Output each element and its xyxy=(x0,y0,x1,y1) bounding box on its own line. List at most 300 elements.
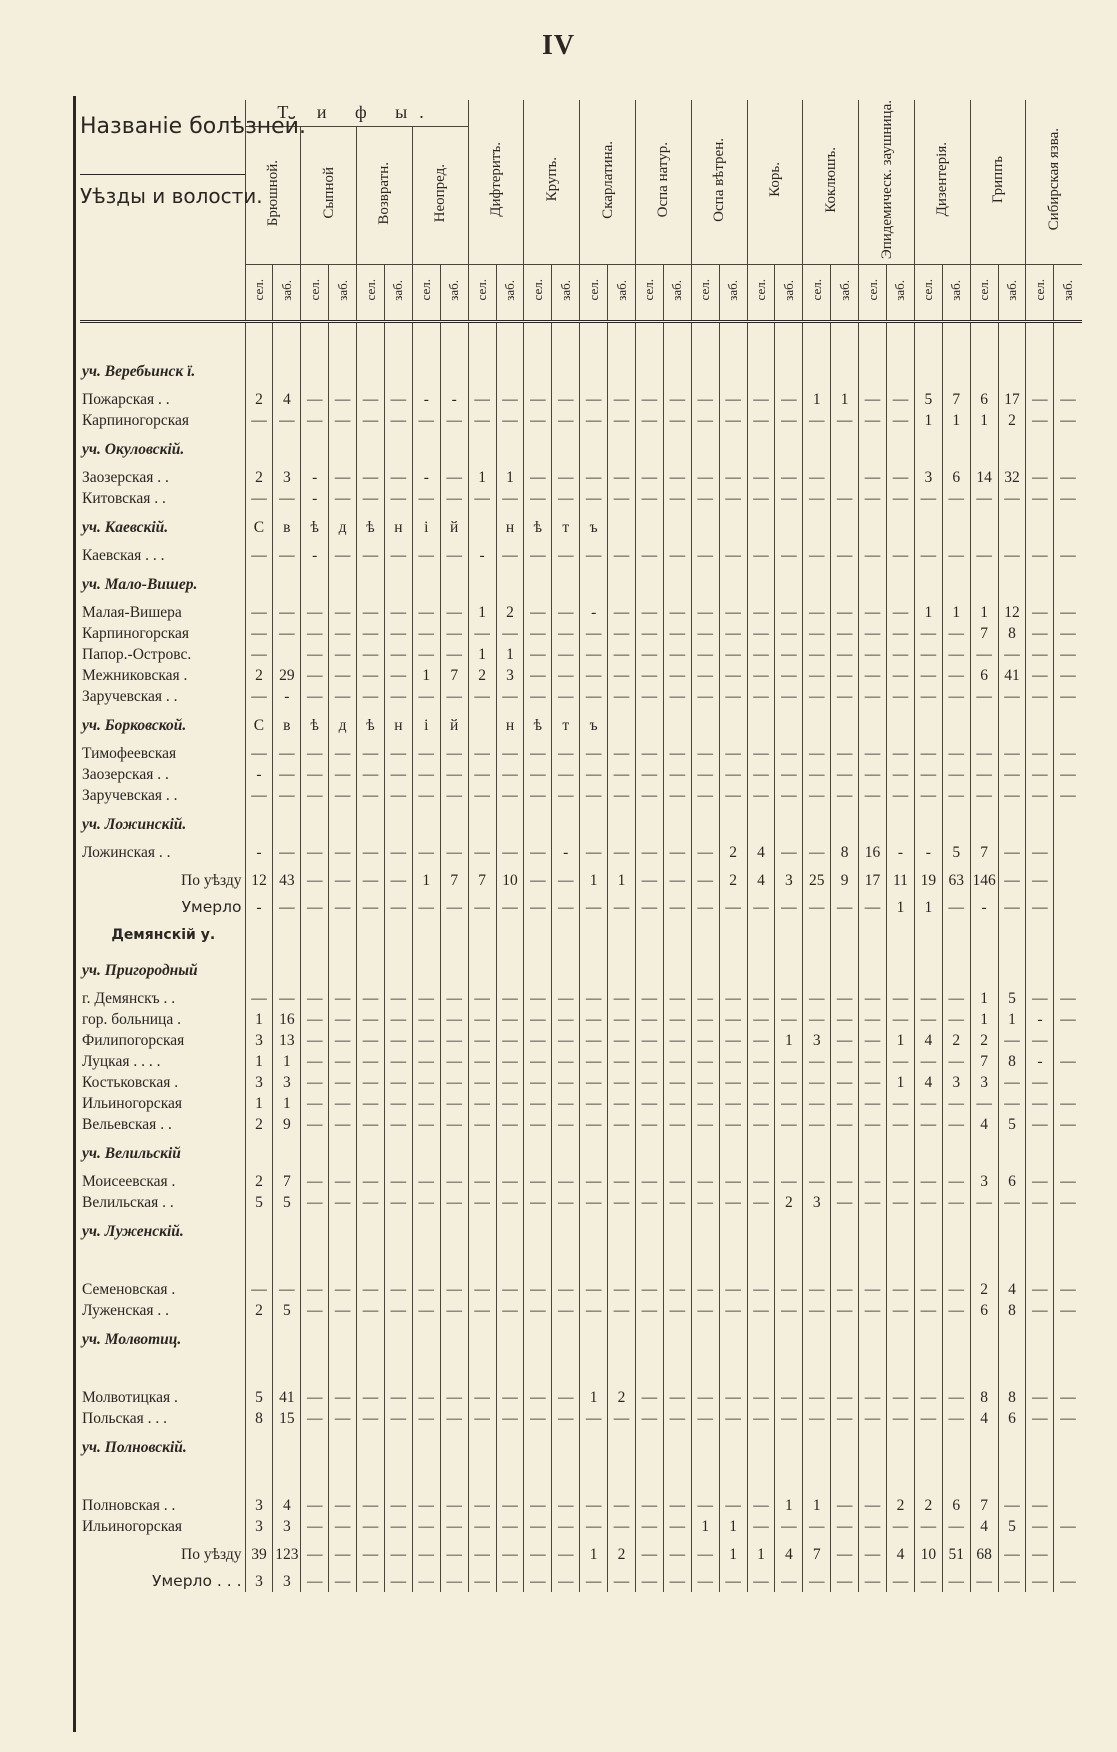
table-cell: — xyxy=(1026,1571,1054,1592)
table-cell: — xyxy=(412,623,440,644)
table-cell: — xyxy=(1054,545,1082,566)
row-name: Костьковская . xyxy=(82,1074,179,1092)
row-name: Велильская . . xyxy=(82,1194,174,1212)
table-cell: — xyxy=(468,842,496,863)
table-cell: 3 xyxy=(970,1072,998,1093)
table-cell xyxy=(1054,863,1082,897)
table-cell: — xyxy=(440,1300,468,1321)
table-cell: — xyxy=(887,1192,915,1213)
table-cell: — xyxy=(524,1114,552,1135)
table-cell: — xyxy=(496,764,524,785)
table-cell: — xyxy=(329,1171,357,1192)
table-cell xyxy=(691,918,719,952)
table-cell xyxy=(719,566,747,602)
table-cell xyxy=(1054,1249,1082,1279)
table-cell: — xyxy=(552,785,580,806)
table-cell: — xyxy=(496,1171,524,1192)
table-cell: — xyxy=(384,897,412,918)
table-cell xyxy=(329,566,357,602)
table-cell xyxy=(580,1249,608,1279)
table-cell: — xyxy=(608,644,636,665)
table-cell: — xyxy=(412,1495,440,1516)
table-cell: — xyxy=(1026,488,1054,509)
table-cell: 3 xyxy=(803,1192,831,1213)
table-cell xyxy=(1026,1213,1054,1249)
table-cell: — xyxy=(1054,467,1082,488)
table-cell xyxy=(245,918,273,952)
table-cell: - xyxy=(412,389,440,410)
table-cell: — xyxy=(552,545,580,566)
subcolumn-header xyxy=(1054,265,1082,322)
table-cell: — xyxy=(635,488,663,509)
row-name xyxy=(80,1249,245,1279)
table-cell: — xyxy=(887,1114,915,1135)
table-cell: — xyxy=(440,602,468,623)
subcolumn-header xyxy=(747,265,775,322)
table-cell: 5 xyxy=(998,1516,1026,1537)
table-cell: - xyxy=(273,686,301,707)
disease-header xyxy=(580,100,636,265)
table-cell: — xyxy=(775,842,803,863)
table-cell: 5 xyxy=(245,1192,273,1213)
table-cell: — xyxy=(719,1571,747,1592)
table-cell: 3 xyxy=(775,863,803,897)
table-cell: — xyxy=(691,545,719,566)
table-cell: — xyxy=(1026,686,1054,707)
table-cell: — xyxy=(775,488,803,509)
table-row-row xyxy=(80,1072,1082,1093)
table-row-row xyxy=(80,602,1082,623)
table-cell xyxy=(942,1429,970,1465)
table-cell: — xyxy=(942,644,970,665)
table-cell xyxy=(301,566,329,602)
table-cell: — xyxy=(301,988,329,1009)
table-cell: — xyxy=(329,467,357,488)
table-cell: — xyxy=(357,1072,385,1093)
table-row-row xyxy=(80,545,1082,566)
table-cell xyxy=(524,1213,552,1249)
table-cell: — xyxy=(1026,1072,1054,1093)
table-cell xyxy=(329,1135,357,1171)
table-cell: — xyxy=(803,602,831,623)
table-cell: — xyxy=(384,686,412,707)
table-cell xyxy=(245,806,273,842)
table-cell: 8 xyxy=(998,623,1026,644)
table-row-total xyxy=(80,863,1082,897)
table-cell: — xyxy=(608,488,636,509)
table-cell xyxy=(301,322,329,354)
table-cell xyxy=(942,707,970,743)
table-cell xyxy=(1026,1429,1054,1465)
table-cell: — xyxy=(831,602,859,623)
table-cell: — xyxy=(747,764,775,785)
row-name: Каевская . . . xyxy=(82,547,165,565)
table-cell: — xyxy=(301,623,329,644)
table-cell: — xyxy=(859,467,887,488)
table-cell: — xyxy=(245,488,273,509)
table-cell: — xyxy=(970,785,998,806)
table-cell: — xyxy=(831,1009,859,1030)
table-cell: — xyxy=(329,1192,357,1213)
table-cell xyxy=(1026,566,1054,602)
table-cell: — xyxy=(719,1192,747,1213)
table-cell xyxy=(468,1321,496,1357)
table-cell: — xyxy=(496,1571,524,1592)
row-name: Полновская . . xyxy=(82,1497,176,1515)
table-cell: — xyxy=(468,1300,496,1321)
table-cell xyxy=(440,1357,468,1387)
subcolumn-header xyxy=(942,265,970,322)
table-cell: 3 xyxy=(803,1030,831,1051)
table-cell: — xyxy=(468,686,496,707)
table-cell xyxy=(635,509,663,545)
table-cell: — xyxy=(775,686,803,707)
table-cell: — xyxy=(468,1009,496,1030)
table-cell xyxy=(775,1249,803,1279)
table-cell: 8 xyxy=(998,1051,1026,1072)
table-cell: — xyxy=(803,1387,831,1408)
table-cell: — xyxy=(747,467,775,488)
table-cell: — xyxy=(329,545,357,566)
table-cell: — xyxy=(384,1051,412,1072)
table-cell xyxy=(663,1357,691,1387)
table-cell: — xyxy=(552,1009,580,1030)
table-cell: — xyxy=(524,842,552,863)
table-cell: — xyxy=(440,1571,468,1592)
table-cell xyxy=(468,707,496,743)
table-cell: — xyxy=(580,686,608,707)
table-cell: 41 xyxy=(998,665,1026,686)
table-cell: — xyxy=(831,410,859,431)
table-cell: — xyxy=(775,410,803,431)
table-cell: 1 xyxy=(970,1009,998,1030)
table-cell: — xyxy=(663,644,691,665)
table-cell xyxy=(524,431,552,467)
table-cell: 5 xyxy=(942,842,970,863)
table-cell: — xyxy=(608,1571,636,1592)
table-cell: — xyxy=(384,1516,412,1537)
table-cell: — xyxy=(914,665,942,686)
table-cell: — xyxy=(384,1072,412,1093)
table-cell: — xyxy=(775,1516,803,1537)
row-name: Умерло xyxy=(181,898,242,917)
table-cell: — xyxy=(747,1571,775,1592)
table-cell: — xyxy=(1026,623,1054,644)
table-cell: — xyxy=(998,842,1026,863)
table-cell xyxy=(803,353,831,389)
table-cell xyxy=(887,707,915,743)
table-cell: — xyxy=(719,1387,747,1408)
table-cell: 1 xyxy=(914,897,942,918)
table-cell: — xyxy=(301,897,329,918)
table-cell xyxy=(831,566,859,602)
table-cell: — xyxy=(663,1516,691,1537)
table-cell xyxy=(412,431,440,467)
table-cell: — xyxy=(859,602,887,623)
table-cell: — xyxy=(524,1009,552,1030)
row-name: гор. больница . xyxy=(82,1011,181,1029)
table-cell xyxy=(887,952,915,988)
table-cell: 8 xyxy=(970,1387,998,1408)
table-cell xyxy=(608,1429,636,1465)
row-name: Моисеевская . xyxy=(82,1173,176,1191)
subcolumn-header xyxy=(301,265,329,322)
table-cell: — xyxy=(440,743,468,764)
table-cell: — xyxy=(691,389,719,410)
table-cell: — xyxy=(859,785,887,806)
table-cell: — xyxy=(580,1516,608,1537)
table-cell: — xyxy=(357,1408,385,1429)
table-cell xyxy=(273,644,301,665)
table-cell: — xyxy=(663,743,691,764)
table-cell xyxy=(719,707,747,743)
table-cell: і xyxy=(412,509,440,545)
table-cell: — xyxy=(914,1192,942,1213)
table-cell: 2 xyxy=(998,410,1026,431)
table-cell xyxy=(468,1135,496,1171)
table-cell: — xyxy=(859,389,887,410)
subcolumn-header xyxy=(803,265,831,322)
table-cell: — xyxy=(663,686,691,707)
table-cell xyxy=(245,1429,273,1465)
table-cell: — xyxy=(1054,1114,1082,1135)
disease-header xyxy=(747,100,803,265)
table-cell xyxy=(1054,1465,1082,1495)
table-cell: — xyxy=(691,1093,719,1114)
table-cell: - xyxy=(1026,1009,1054,1030)
table-cell: — xyxy=(552,1408,580,1429)
table-cell: — xyxy=(357,1192,385,1213)
table-cell: — xyxy=(831,1387,859,1408)
table-cell: — xyxy=(691,1009,719,1030)
table-cell: — xyxy=(942,764,970,785)
table-cell: — xyxy=(942,623,970,644)
table-cell xyxy=(440,1321,468,1357)
table-cell: — xyxy=(663,1300,691,1321)
table-cell xyxy=(719,918,747,952)
table-cell: — xyxy=(580,1300,608,1321)
table-cell: — xyxy=(608,988,636,1009)
table-cell: — xyxy=(329,1537,357,1571)
table-cell: — xyxy=(1026,863,1054,897)
table-cell: — xyxy=(412,644,440,665)
table-cell: — xyxy=(635,1571,663,1592)
subcolumn-header xyxy=(635,265,663,322)
table-cell xyxy=(1054,322,1082,354)
table-cell: — xyxy=(440,1030,468,1051)
table-cell xyxy=(970,707,998,743)
table-cell xyxy=(887,918,915,952)
table-cell xyxy=(998,1249,1026,1279)
table-cell: — xyxy=(803,1072,831,1093)
table-cell: — xyxy=(887,1300,915,1321)
table-cell: — xyxy=(998,1571,1026,1592)
table-cell: — xyxy=(803,743,831,764)
table-cell: — xyxy=(357,1537,385,1571)
table-cell xyxy=(552,1135,580,1171)
table-cell xyxy=(552,1249,580,1279)
table-cell: 68 xyxy=(970,1537,998,1571)
table-cell: — xyxy=(580,1495,608,1516)
table-cell xyxy=(719,431,747,467)
table-cell: — xyxy=(914,785,942,806)
table-cell: - xyxy=(301,488,329,509)
table-cell xyxy=(691,353,719,389)
table-cell: — xyxy=(524,1387,552,1408)
table-cell: — xyxy=(1054,1192,1082,1213)
table-cell: — xyxy=(301,1051,329,1072)
table-cell: — xyxy=(942,1387,970,1408)
table-cell xyxy=(412,1465,440,1495)
table-cell: — xyxy=(775,1408,803,1429)
table-cell: 4 xyxy=(887,1537,915,1571)
table-cell: — xyxy=(775,764,803,785)
table-cell: — xyxy=(803,785,831,806)
table-cell xyxy=(329,918,357,952)
subcolumn-header xyxy=(357,265,385,322)
table-cell: — xyxy=(635,863,663,897)
table-cell: — xyxy=(245,602,273,623)
table-cell: — xyxy=(608,1495,636,1516)
table-cell: — xyxy=(245,623,273,644)
table-cell: — xyxy=(663,842,691,863)
table-cell xyxy=(1026,1321,1054,1357)
table-cell: — xyxy=(608,1030,636,1051)
table-cell: — xyxy=(245,686,273,707)
table-cell xyxy=(775,566,803,602)
row-name xyxy=(80,322,245,354)
table-cell: — xyxy=(998,785,1026,806)
table-cell: С xyxy=(245,509,273,545)
table-cell: — xyxy=(887,488,915,509)
table-cell: — xyxy=(580,1093,608,1114)
table-cell: — xyxy=(914,1051,942,1072)
table-cell: - xyxy=(887,842,915,863)
table-cell: — xyxy=(329,988,357,1009)
table-cell: 2 xyxy=(775,1192,803,1213)
table-cell: — xyxy=(357,1279,385,1300)
table-cell xyxy=(914,1465,942,1495)
table-cell xyxy=(719,1429,747,1465)
table-cell: — xyxy=(663,988,691,1009)
table-cell xyxy=(859,1321,887,1357)
table-cell: — xyxy=(552,1030,580,1051)
table-cell xyxy=(1054,1357,1082,1387)
table-cell: — xyxy=(412,1387,440,1408)
table-cell: — xyxy=(552,743,580,764)
table-cell xyxy=(831,1429,859,1465)
table-cell: — xyxy=(608,623,636,644)
table-cell xyxy=(1054,1030,1082,1051)
table-cell xyxy=(357,1135,385,1171)
table-cell: — xyxy=(691,410,719,431)
table-cell: — xyxy=(440,686,468,707)
table-cell: — xyxy=(1054,743,1082,764)
table-cell: — xyxy=(635,1114,663,1135)
table-cell xyxy=(691,566,719,602)
table-cell xyxy=(831,918,859,952)
table-cell: 1 xyxy=(273,1051,301,1072)
table-cell xyxy=(970,509,998,545)
table-row-ucha xyxy=(80,1213,1082,1249)
table-cell: — xyxy=(663,1093,691,1114)
table-cell xyxy=(273,1249,301,1279)
table-cell: — xyxy=(970,1192,998,1213)
subcolumn-label: сел. xyxy=(641,279,657,301)
table-cell: — xyxy=(887,1387,915,1408)
table-cell: — xyxy=(468,1387,496,1408)
table-cell xyxy=(775,1429,803,1465)
table-cell xyxy=(775,707,803,743)
table-cell xyxy=(887,1249,915,1279)
table-cell: — xyxy=(942,1009,970,1030)
table-cell xyxy=(635,1213,663,1249)
table-cell: — xyxy=(552,623,580,644)
table-cell: — xyxy=(691,1537,719,1571)
table-cell: — xyxy=(887,988,915,1009)
table-cell: — xyxy=(245,545,273,566)
table-cell: — xyxy=(970,686,998,707)
table-cell: ѣ xyxy=(524,509,552,545)
table-cell: — xyxy=(887,545,915,566)
table-cell: — xyxy=(412,1051,440,1072)
table-row-row xyxy=(80,1516,1082,1537)
table-cell xyxy=(496,952,524,988)
table-row-ucha xyxy=(80,353,1082,389)
table-cell xyxy=(803,1357,831,1387)
table-cell: — xyxy=(608,1171,636,1192)
table-cell: — xyxy=(914,1516,942,1537)
table-cell: — xyxy=(803,1571,831,1592)
table-cell: — xyxy=(775,389,803,410)
table-cell xyxy=(580,806,608,842)
table-cell: — xyxy=(329,764,357,785)
table-row-row xyxy=(80,644,1082,665)
table-cell xyxy=(691,431,719,467)
table-cell xyxy=(608,1321,636,1357)
table-cell xyxy=(887,806,915,842)
table-cell: — xyxy=(775,785,803,806)
table-cell: — xyxy=(747,1030,775,1051)
table-cell: — xyxy=(914,1171,942,1192)
table-cell: 6 xyxy=(970,389,998,410)
table-cell xyxy=(942,1249,970,1279)
table-cell: — xyxy=(970,743,998,764)
table-cell: — xyxy=(608,1114,636,1135)
disease-header xyxy=(691,100,747,265)
table-cell: — xyxy=(887,743,915,764)
table-cell: — xyxy=(357,686,385,707)
table-cell xyxy=(914,806,942,842)
table-cell: 4 xyxy=(747,863,775,897)
table-cell: — xyxy=(803,1114,831,1135)
table-cell xyxy=(329,1321,357,1357)
table-row-row xyxy=(80,467,1082,488)
table-row-row xyxy=(80,665,1082,686)
table-cell: 17 xyxy=(859,863,887,897)
table-cell xyxy=(524,806,552,842)
table-cell: — xyxy=(496,410,524,431)
table-cell: — xyxy=(719,1009,747,1030)
table-cell xyxy=(273,353,301,389)
table-cell xyxy=(998,1321,1026,1357)
table-cell xyxy=(329,1213,357,1249)
table-cell xyxy=(775,1321,803,1357)
table-cell: — xyxy=(998,863,1026,897)
table-cell: — xyxy=(635,1051,663,1072)
table-cell: — xyxy=(1054,602,1082,623)
table-cell: — xyxy=(942,743,970,764)
